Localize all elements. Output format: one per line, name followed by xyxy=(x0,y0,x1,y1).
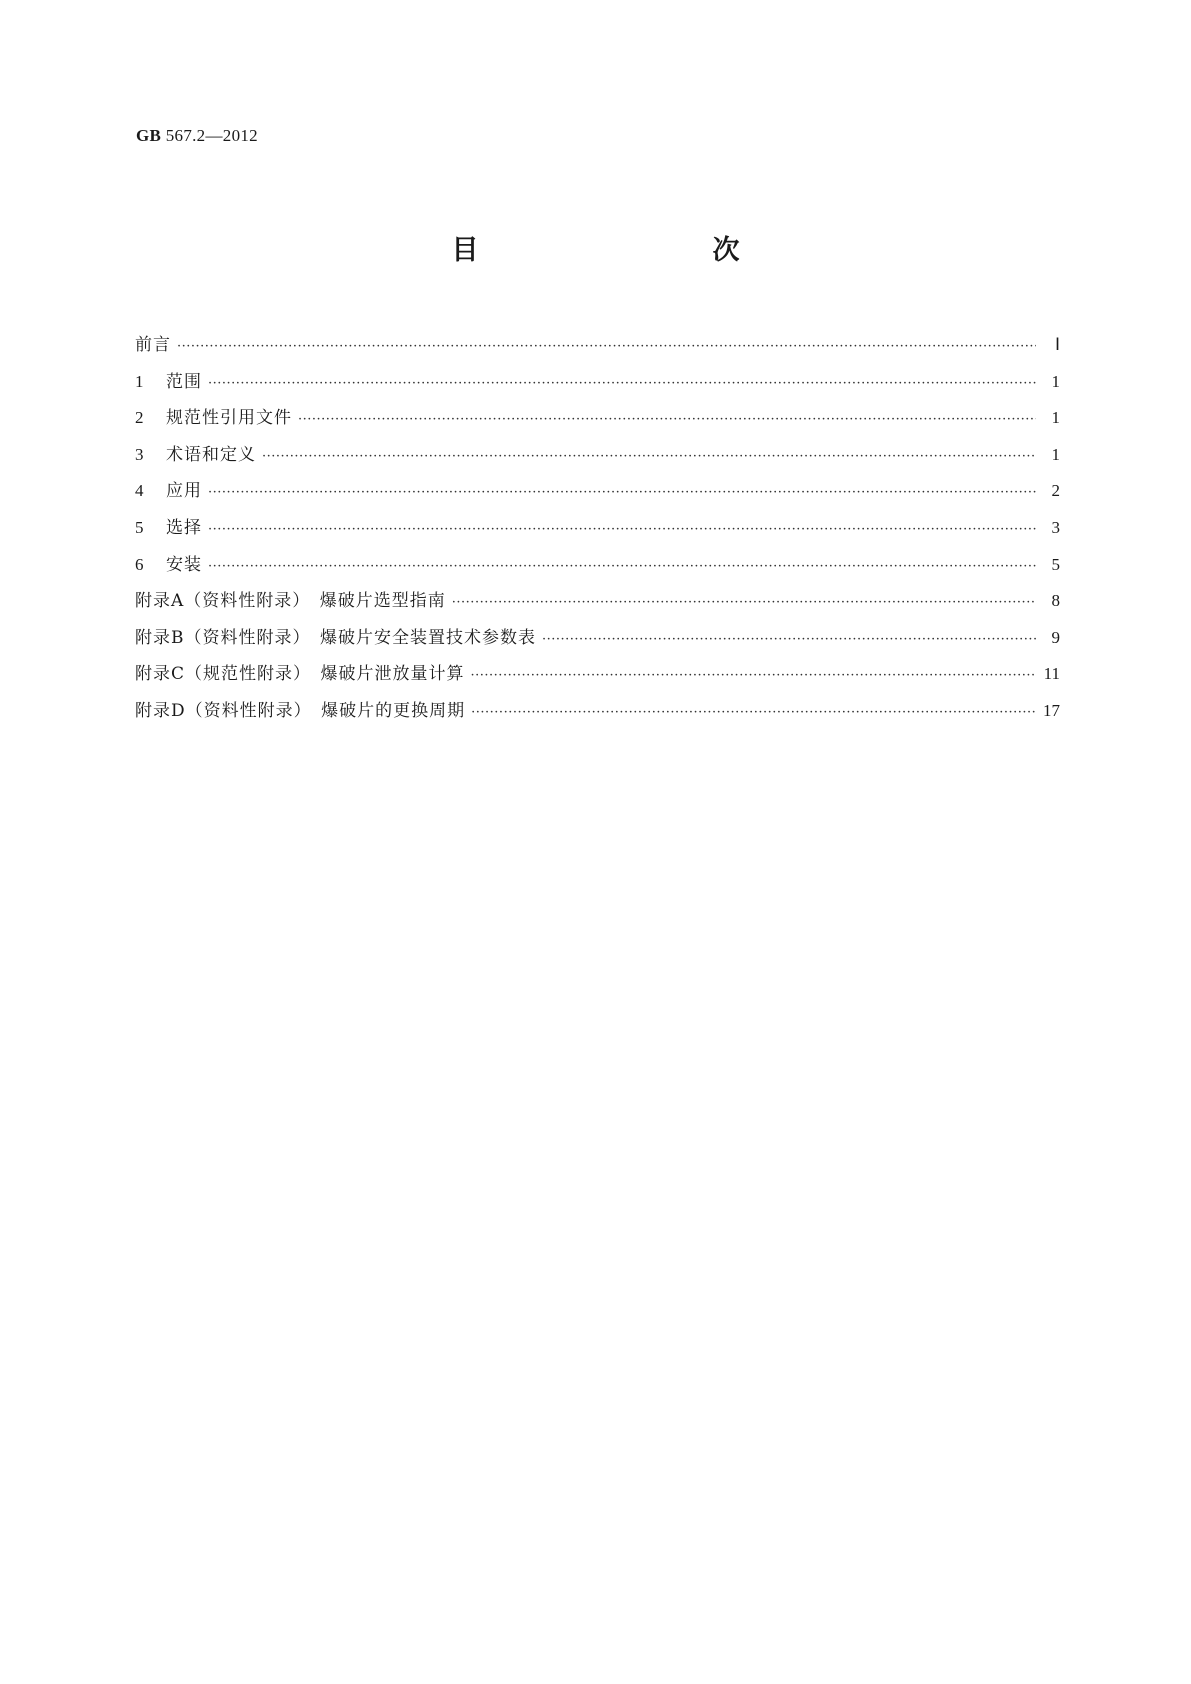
toc-leader-dots xyxy=(177,339,1036,354)
standard-prefix: GB xyxy=(136,126,162,145)
toc-leader-dots xyxy=(208,522,1036,537)
toc-entry-page: 1 xyxy=(1051,444,1060,464)
toc-entry-selection[interactable] xyxy=(135,513,1060,550)
toc-entry-page: 1 xyxy=(1051,371,1060,391)
toc-leader-dots xyxy=(452,595,1036,610)
toc-entry-number: 3 xyxy=(135,444,144,464)
toc-entry-page: 2 xyxy=(1051,481,1060,501)
standard-header xyxy=(136,126,258,146)
toc-entry-number: 4 xyxy=(135,481,144,501)
toc-entry-annex-c[interactable] xyxy=(135,659,1060,696)
toc-entry-foreword[interactable] xyxy=(135,330,1060,367)
toc-entry-application[interactable] xyxy=(135,476,1060,513)
toc-leader-dots xyxy=(298,412,1036,427)
toc-entry-page: 3 xyxy=(1051,517,1060,537)
toc-entry-page: 8 xyxy=(1051,591,1060,611)
toc-entry-annex-b[interactable] xyxy=(135,623,1060,660)
toc-entry-page: 1 xyxy=(1051,408,1060,428)
toc-entry-scope[interactable] xyxy=(135,367,1060,404)
toc-leader-dots xyxy=(471,668,1036,683)
toc-entry-page: 11 xyxy=(1043,664,1060,684)
toc-entry-number: 2 xyxy=(135,408,144,428)
toc-entry-label: 附录D（资料性附录） 爆破片的更换周期 xyxy=(135,700,466,721)
toc-entry-page: 17 xyxy=(1043,700,1060,720)
toc-entry-number: 6 xyxy=(135,554,144,574)
toc-entry-number: 5 xyxy=(135,517,144,537)
standard-number: 567.2—2012 xyxy=(165,126,258,145)
toc-entry-label: 前言 xyxy=(135,335,171,355)
toc-leader-dots xyxy=(208,485,1036,500)
toc-entry-page: 5 xyxy=(1051,554,1060,574)
toc-entry-installation[interactable] xyxy=(135,550,1060,587)
toc-leader-dots xyxy=(471,705,1036,720)
toc-entry-label: 规范性引用文件 xyxy=(166,408,292,429)
toc-entry-number: 1 xyxy=(135,371,144,391)
toc-entry-label: 安装 xyxy=(166,554,202,575)
toc-leader-dots xyxy=(542,632,1036,647)
toc-entry-page: 9 xyxy=(1051,627,1060,647)
toc-entry-annex-d[interactable] xyxy=(135,696,1060,733)
toc-entry-annex-a[interactable] xyxy=(135,586,1060,623)
toc-entry-label: 附录B（资料性附录） 爆破片安全装置技术参数表 xyxy=(135,627,536,648)
toc-entry-label: 附录A（资料性附录） 爆破片选型指南 xyxy=(135,591,446,612)
toc-entry-label: 术语和定义 xyxy=(166,444,256,465)
toc-entry-label: 应用 xyxy=(166,481,202,502)
toc-leader-dots xyxy=(208,376,1036,391)
toc-title: 目 次 xyxy=(451,235,800,266)
toc-entry-label: 选择 xyxy=(166,517,202,538)
toc-entry-normative-references[interactable] xyxy=(135,403,1060,440)
toc-entry-terms-definitions[interactable] xyxy=(135,440,1060,477)
toc-leader-dots xyxy=(208,559,1036,574)
toc-entry-label: 附录C（规范性附录） 爆破片泄放量计算 xyxy=(135,664,465,685)
toc-entry-page: Ⅰ xyxy=(1054,335,1060,354)
table-of-contents xyxy=(135,330,1060,733)
toc-entry-label: 范围 xyxy=(166,371,202,392)
toc-leader-dots xyxy=(262,449,1036,464)
